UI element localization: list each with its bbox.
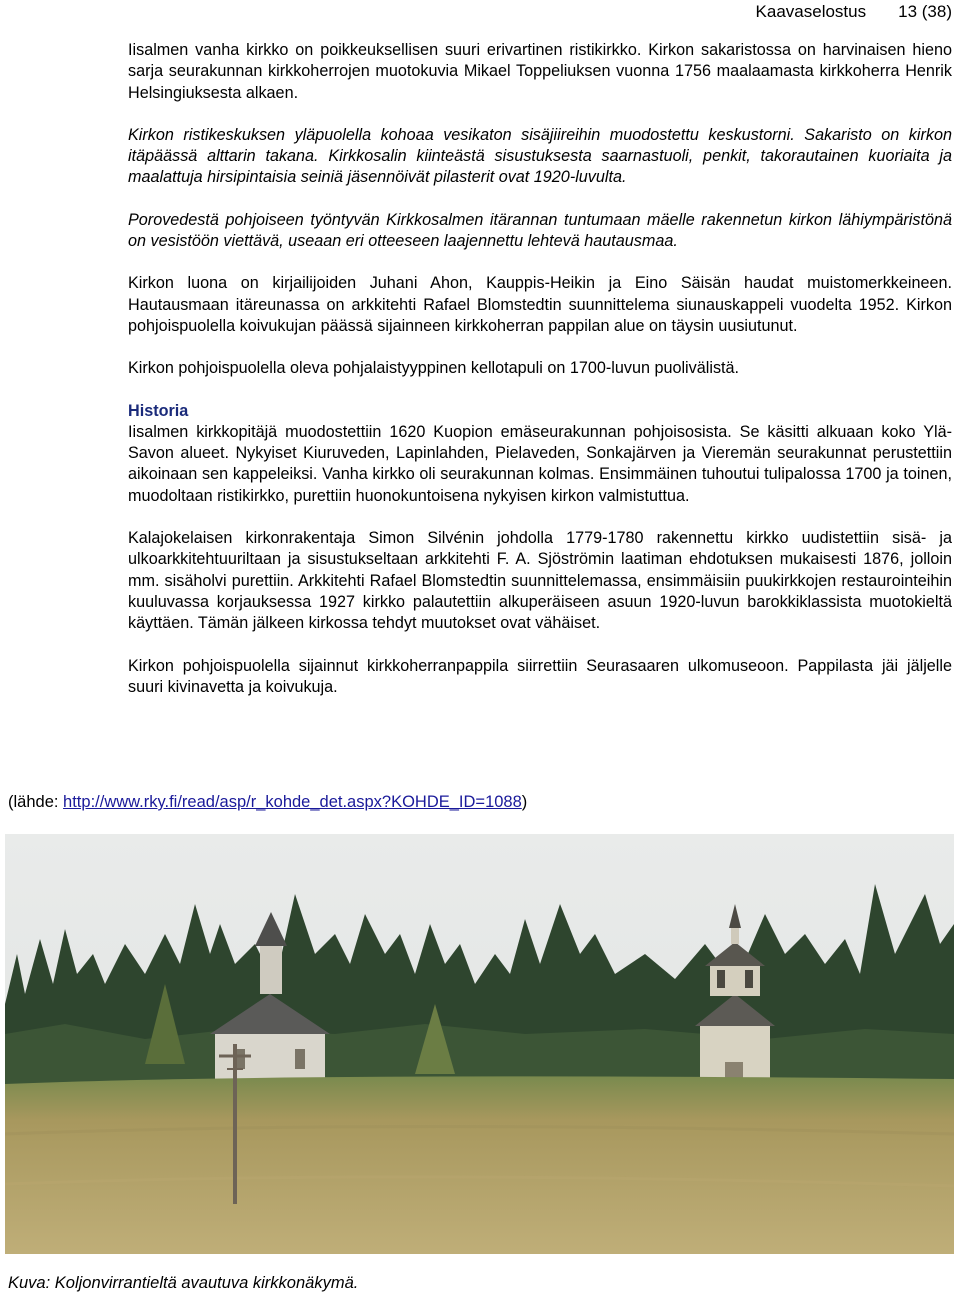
paragraph-4: Kirkon luona on kirjailijoiden Juhani Ahon, Kauppis-Heikin ja Eino Säisän haudat muistomerkkeineen. Hautausmaan itäreunassa on arkkitehti Rafael Blomstedtin suunnittelema siunauskappeli vuodelta 1952. Kirkon pohjoispuolella koivukujan päässä sijainneen kirkkoherran pappilan alue on täysin uusiutunut. [128, 274, 952, 335]
source-prefix: (lähde: [8, 793, 64, 811]
field [5, 1076, 954, 1254]
paragraph-1: Iisalmen vanha kirkko on poikkeuksellisen suuri erivartinen ristikirkko. Kirkon sakaristossa on harvinaisen hieno sarja seurakunnan kirkkoherrojen muotokuvia Mikael Toppeliuksen vuonna 1756 maalaamasta kirkkoherra Henrik Helsingiuksesta alkaen. [128, 41, 952, 102]
source-link[interactable]: http://www.rky.fi/read/asp/r_kohde_det.aspx?KOHDE_ID=1088 [63, 793, 522, 811]
page-number: 13 (38) [898, 2, 952, 21]
document-body [128, 40, 952, 719]
paragraph-6: Iisalmen kirkkopitäjä muodostettiin 1620 Kuopion emäseurakunnan pohjoisosista. Se käsitti alkuaan koko Ylä-Savon alueet. Nykyiset Kiuruveden, Lapinlahden, Pielaveden, Sonkajärven ja Vieremän seurakunnat perustettiin aikoinaan sen kappeleiksi. Vanha kirkko oli seurakunnan kolmas. Ensimmäinen tuhoutui tulipalossa 1700 ja toinen, muodoltaan ristikirkko, purettiin huonokuntoisena nykyisen kirkon valmistuttua. [128, 422, 952, 505]
source-reference [8, 792, 527, 813]
paragraph-5: Kirkon pohjoispuolella oleva pohjalaistyyppinen kellotapuli on 1700-luvun puolivälistä. [128, 359, 740, 378]
paragraph-7: Kalajokelaisen kirkonrakentaja Simon Silvénin johdolla 1779-1780 rakennettu kirkko uudistettiin sisä- ja ulkoarkkitehtuuriltaan ja sisustukseltaan arkkitehti F. A. Sjöströmin laatiman ehdotuksen mukaisesti 1876, jolloin mm. sisäholvi purettiin. Arkkitehti Rafael Blomstedtin suunnittelemassa, ensimmäisiin puukirkkojen restaurointeihin kuuluvassa korjauksessa 1927 kirkko palautettiin alkuperäiseen asuun 1920-luvun barokkiklassista muotokieltä käyttäen. Tämän jälkeen kirkossa tehdyt muutokset ovat vähäiset. [128, 529, 952, 633]
paragraph-2: Kirkon ristikeskuksen yläpuolella kohoaa vesikaton sisäjiireihin muodostettu keskustorni. Sakaristo on kirkon itäpäässä alttarin takana. Kirkkosalin kiinteästä sisustuksesta saarnastuoli, penkit, takorautainen kuoriaita ja maalattuja hirsipintaisia seiniä jäsennöivät pilasterit ovat 1920-luvulta. [128, 125, 952, 187]
paragraph-8: Kirkon pohjoispuolella sijainnut kirkkoherranpappila siirrettiin Seurasaaren ulkomuseoon. Pappilasta jäi jäljelle suuri kivinavetta ja koivukuja. [128, 656, 952, 696]
document-title: Kaavaselostus [755, 2, 867, 21]
paragraph-3: Porovedestä pohjoiseen työntyvän Kirkkosalmen itärannan tuntumaan mäelle rakennetun kirkon lähiympäristönä on vesistöön viettävä, useaan eri otteeseen laajennettu lehtevä hautausmaa. [128, 210, 952, 251]
photo-caption: Kuva: Koljonvirrantieltä avautuva kirkkonäkymä. [8, 1274, 359, 1292]
church-landscape-photo [5, 834, 954, 1254]
history-heading: Historia [128, 401, 189, 420]
source-suffix: ) [521, 793, 528, 811]
page-header [756, 2, 952, 22]
